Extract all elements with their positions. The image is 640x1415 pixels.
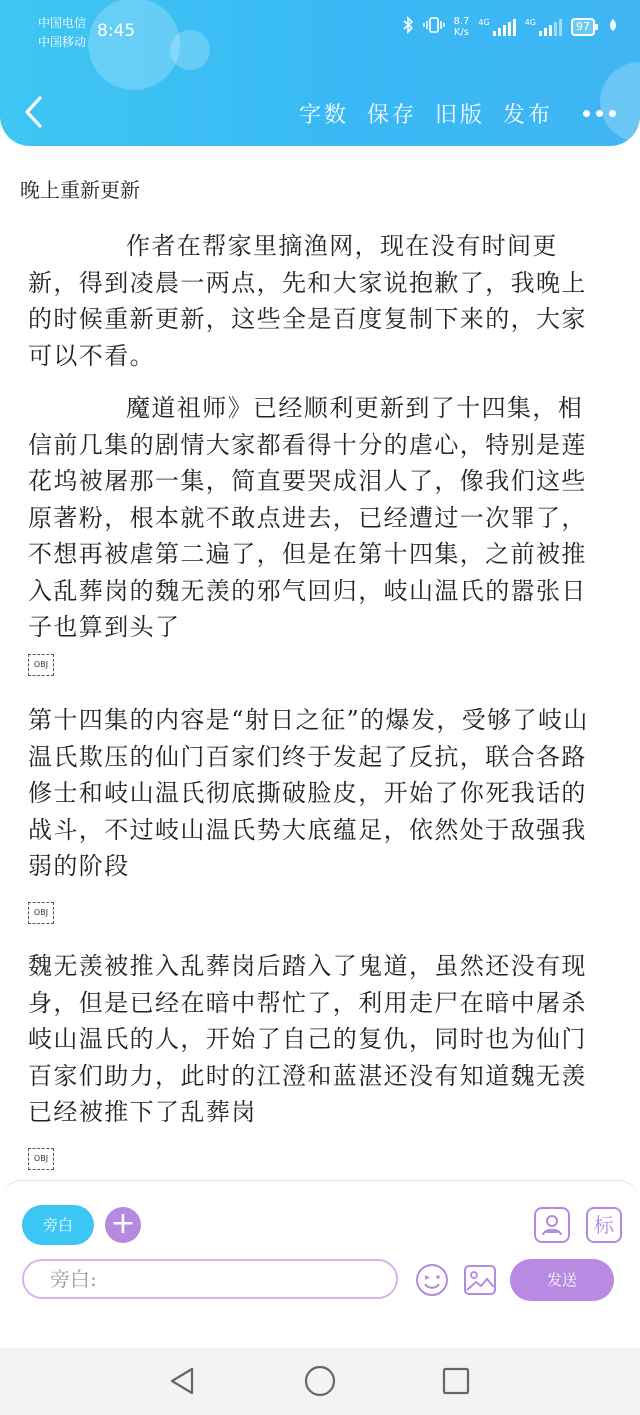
header-bubble-decoration (88, 0, 180, 90)
role-chip-narration[interactable]: 旁白 (22, 1205, 94, 1245)
narration-input[interactable] (22, 1259, 398, 1299)
emoji-icon (415, 1263, 449, 1297)
signal-bar (559, 19, 562, 36)
article-paragraph[interactable]: 魏无羡被推入乱葬岗后踏入了鬼道，虽然还没有现身，但是已经在暗中帮忙了，利用走尸在暗中屠杀岐山温氏的人，开始了自己的复仇，同时也为仙门百家们助力，此时的江澄和蓝湛还没有知道魏无羡已经被推下了乱葬岗 (28, 952, 587, 1126)
signal-bar (539, 31, 542, 36)
back-button[interactable] (20, 94, 50, 130)
carrier-info (38, 14, 86, 52)
image-icon (463, 1263, 497, 1297)
compose-bar (0, 1180, 640, 1349)
status-time: 8:45 (97, 21, 136, 41)
signal-bar (544, 28, 547, 36)
word-count-button[interactable]: 字数 (298, 103, 349, 128)
article-title[interactable]: 晚上重新更新 (20, 178, 140, 202)
article-paragraph[interactable]: 第十四集的内容是“射日之征”的爆发，受够了岐山温氏欺压的仙门百家们终于发起了反抗，联合各路修士和岐山温氏彻底撕破脸皮，开始了你死我话的战斗，不过岐山温氏势大底蕴足，依然处于敌强我弱的阶段 (28, 706, 589, 880)
embedded-object-placeholder[interactable]: OBJ (28, 1148, 54, 1170)
old-version-button[interactable]: 旧版 (434, 103, 485, 128)
header-bubble-decoration (170, 30, 210, 70)
character-button[interactable] (534, 1207, 570, 1243)
more-dots-icon (583, 110, 590, 117)
more-dots-icon (609, 110, 616, 117)
signal-bar (503, 25, 506, 36)
article-paragraph[interactable]: 作者在帮家里摘渔网，现在没有时间更新，得到凌晨一两点，先和大家说抱歉了，我晚上的时候重新更新，这些全是百度复制下来的，大家可以不看。 (28, 232, 587, 370)
system-back-button[interactable] (166, 1364, 200, 1398)
signal-2-label: 4G (524, 18, 536, 27)
chevron-left-icon (20, 94, 50, 130)
tag-button[interactable] (586, 1207, 622, 1243)
signal-bar (549, 25, 552, 36)
system-navigation-bar (0, 1348, 640, 1415)
signal-bar (554, 22, 557, 36)
signal-bar (508, 22, 511, 36)
image-button[interactable] (463, 1263, 497, 1297)
header-actions (281, 98, 616, 129)
leaf-icon (608, 18, 618, 36)
character-icon (536, 1209, 568, 1241)
more-dots-icon (596, 110, 603, 117)
embedded-object-placeholder[interactable]: OBJ (28, 902, 54, 924)
article-paragraph[interactable]: 魔道祖师》已经顺利更新到了十四集，相信前几集的剧情大家都看得十分的虐心，特别是莲花坞被屠那一集，简直要哭成泪人了，像我们这些原著粉，根本就不敢点进去，已经遭过一次罪了，不想再被虐第二遍了，但是在第十四集，之前被推入乱葬岗的魏无羡的邪气回归，岐山温氏的嚣张日子也算到头了 (28, 394, 587, 641)
embedded-object-placeholder[interactable]: OBJ (28, 654, 54, 676)
tag-label: 标 (594, 1213, 614, 1237)
network-speed-unit: K/s (453, 27, 470, 38)
status-icons (402, 16, 619, 38)
signal-bar (513, 19, 516, 36)
system-recents-button[interactable] (439, 1364, 473, 1398)
back-triangle-icon (166, 1364, 200, 1398)
send-button[interactable]: 发送 (510, 1259, 614, 1301)
carrier-1: 中国电信 (38, 16, 87, 30)
emoji-button[interactable] (415, 1263, 449, 1297)
signal-bar (493, 31, 496, 36)
network-speed (454, 16, 470, 38)
system-home-button[interactable] (303, 1364, 337, 1398)
signal-2 (525, 18, 562, 36)
article-content[interactable] (0, 146, 640, 1182)
more-button[interactable] (583, 110, 616, 117)
recents-square-icon (439, 1364, 473, 1398)
vibrate-icon (423, 16, 445, 38)
plus-icon: + (110, 1206, 136, 1241)
signal-bar (498, 28, 501, 36)
signal-1-label: 4G (478, 18, 490, 27)
carrier-2: 中国移动 (38, 35, 87, 49)
publish-button[interactable]: 发布 (502, 103, 553, 128)
network-speed-value: 8.7 (453, 16, 470, 27)
save-button[interactable]: 保存 (366, 103, 417, 128)
bluetooth-icon (402, 16, 414, 38)
battery-icon: 97 (571, 18, 595, 36)
signal-1 (478, 18, 515, 36)
add-role-button[interactable] (105, 1207, 141, 1243)
home-circle-icon (303, 1364, 337, 1398)
top-header (0, 0, 640, 146)
